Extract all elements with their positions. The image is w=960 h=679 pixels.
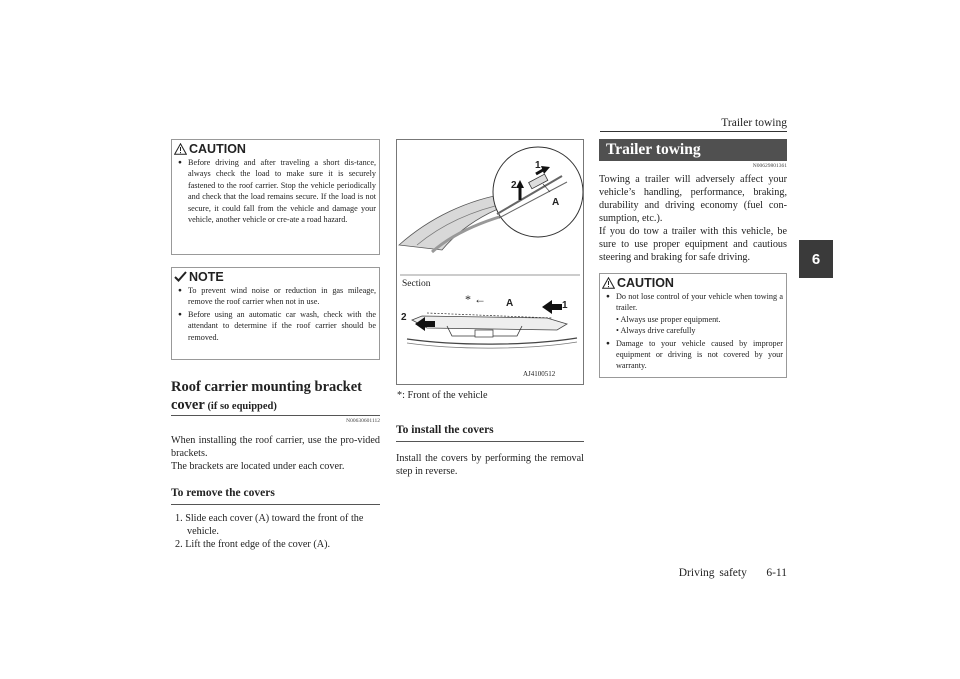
caution-bullet: ● Damage to your vehicle caused by improper equipment or driving is not covered by your warranty. bbox=[604, 338, 783, 372]
remove-heading-rule bbox=[171, 504, 380, 505]
section-callout-1: 1 bbox=[562, 300, 568, 311]
figure-illustration bbox=[397, 140, 583, 384]
install-covers-heading: To install the covers bbox=[396, 424, 494, 436]
footer-section: Driving safety bbox=[678, 567, 747, 579]
caution-sub-item: • Always drive carefully bbox=[616, 326, 696, 336]
note-bullet: ● To prevent wind noise or reduction in gas mileage, remove the roof carrier when not in use. bbox=[176, 285, 376, 308]
header-rule bbox=[600, 131, 787, 132]
intro-text-2: The brackets are located under each cover. bbox=[171, 461, 345, 472]
note-bullet: ● Before using an automatic car wash, check with the attendant to determine if the roof carrier should be removed. bbox=[176, 309, 376, 343]
figure-footnote: *: Front of the vehicle bbox=[397, 390, 488, 401]
intro-paragraph bbox=[171, 434, 380, 473]
section-rule bbox=[171, 415, 380, 416]
install-heading-rule bbox=[396, 441, 584, 442]
remove-covers-heading: To remove the covers bbox=[171, 487, 275, 499]
section-title-main: Roof carrier mounting bracket cover bbox=[171, 379, 363, 413]
section-title-roof-bracket-cover bbox=[171, 378, 380, 416]
warning-triangle-icon bbox=[174, 143, 187, 155]
callout-A: A bbox=[552, 197, 560, 208]
note-box-roof-carrier bbox=[171, 267, 380, 360]
caution-header bbox=[172, 140, 379, 157]
warning-triangle-icon bbox=[602, 277, 615, 289]
note-title: NOTE bbox=[189, 269, 224, 284]
note-header bbox=[172, 268, 379, 285]
page-number: 6-11 bbox=[766, 567, 787, 579]
step-item: 2. Lift the front edge of the cover (A). bbox=[175, 539, 331, 550]
trailer-paragraph-2: If you do tow a trailer with this vehicle, be sure to use proper equipment and cautious steering and braking for safe driving. bbox=[599, 226, 787, 263]
caution-title: CAUTION bbox=[617, 275, 674, 290]
section-callout-2: 2 bbox=[401, 312, 407, 323]
remove-steps bbox=[175, 512, 380, 551]
caution-bullet-text: Do not lose control of your vehicle when towing a trailer. bbox=[616, 292, 783, 313]
caution-sub-item: • Always use proper equipment. bbox=[616, 314, 721, 324]
caution-bullet bbox=[604, 291, 783, 337]
section-title-suffix: (if so equipped) bbox=[204, 401, 277, 412]
running-header-title: Trailer towing bbox=[721, 117, 787, 129]
page-footer bbox=[640, 567, 787, 579]
callout-1: 1 bbox=[535, 160, 541, 171]
step-item: 1. Slide each cover (A) toward the front of the vehicle. bbox=[175, 513, 364, 537]
caution-box-trailer bbox=[599, 273, 787, 378]
trailer-towing-code: N00629801361 bbox=[752, 163, 787, 169]
section-code: N00630601112 bbox=[346, 418, 380, 424]
trailer-paragraph-1: Towing a trailer will adversely affect your vehicle’s handling, performance, braking, durability and driving economy (fuel con-sumption, etc.). bbox=[599, 174, 787, 224]
callout-2: 2 bbox=[511, 180, 517, 191]
section-label: Section bbox=[402, 279, 431, 289]
section-callout-A: A bbox=[506, 298, 514, 309]
figure-code: AJ4100512 bbox=[523, 370, 556, 378]
checkmark-icon bbox=[174, 271, 187, 282]
caution-title: CAUTION bbox=[189, 141, 246, 156]
intro-text: When installing the roof carrier, use the pro-vided brackets. bbox=[171, 435, 380, 459]
figure-roof-bracket-cover bbox=[396, 139, 584, 385]
chapter-tab: 6 bbox=[799, 240, 833, 278]
trailer-towing-banner: Trailer towing bbox=[599, 139, 787, 161]
caution-box-roof-carrier bbox=[171, 139, 380, 255]
caution-header bbox=[600, 274, 786, 291]
front-of-vehicle-mark: * ← bbox=[465, 292, 486, 306]
caution-bullet: ● Before driving and after traveling a short dis-tance, always check the load to make sure it is securely fastened to the roof carrier. Stop the vehicle periodically and check that the load remains secure. If the load is not secure, it could fall from the vehicle and damage your vehicle, another vehicle or cre-ate a road hazard. bbox=[176, 157, 376, 225]
trailer-towing-intro bbox=[599, 173, 787, 264]
install-paragraph: Install the covers by performing the removal step in reverse. bbox=[396, 453, 584, 477]
